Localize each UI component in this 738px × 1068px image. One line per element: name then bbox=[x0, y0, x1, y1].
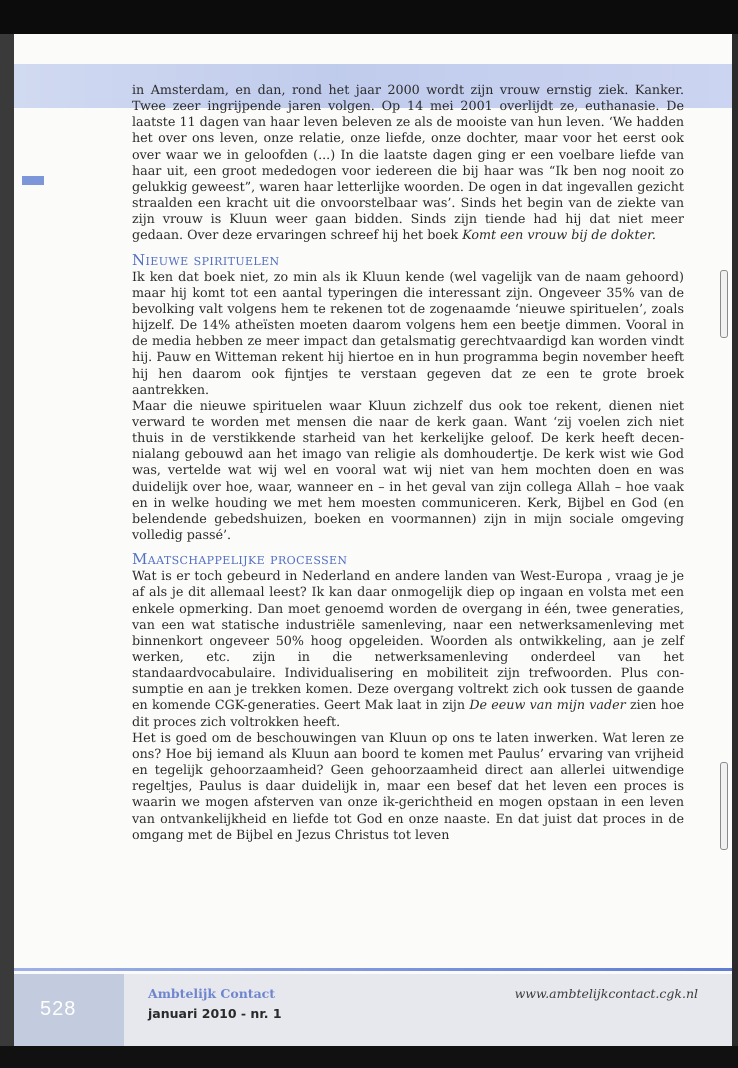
paragraph-text: in Amsterdam, en dan, rond het jaar 2000 wordt zijn vrouw ernstig ziek. Kanker. Twee zeer ingrijpende jaren volgen. Op 14 mei 2001 overlijdt ze, euthanasie. De laatste 11 dagen van haar leven beleven ze als de mooiste van hun leven. ‘We hadden het over ons leven, onze relatie, onze liefde, onze dochter, maar voor het eerst ook over waar we in geloofden (...) In die laatste dagen ging er een voelbare liefde van haar uit, een groot mededogen voor iedereen die bij haar was “Ik ben nog nooit zo gelukkig geweest”, waren haar letterlijke woorden. De ogen in dat ingevallen gezicht straalden een kracht uit die onvoorstelbaar was’. Sinds het begin van de ziekte van zijn vrouw is Kluun weer gaan bidden. Sinds zijn tiende had hij dat niet meer gedaan. Over deze ervaringen schreef hij het boek bbox=[132, 82, 684, 243]
paragraph bbox=[132, 82, 684, 244]
paragraph: Het is goed om de beschouwingen van Kluun op ons te laten inwerken. Wat leren ze ons? Hoe bij iemand als Kluun aan boord te komen met Paulus’ ervaring van vrijheid en tegelijk gehoorzaamheid? Geen gehoorzaamheid direct aan allerlei uitwendige regeltjes, Paulus is daar duidelijk in, maar een besef dat het leven een proces is waarin we mogen afsterven van onze ik-gerichtheid en mogen opstaan in een leven van ontvankelijkheid en liefde tot God en onze naaste. En dat juist dat proces in de omgang met de Bijbel en Jezus Christus tot leven bbox=[132, 729, 684, 842]
paragraph: Maar die nieuwe spirituelen waar Kluun zichzelf dus ook toe rekent, dienen niet verward te worden met mensen die naar de kerk gaan. Want ‘zij voelen zich niet thuis in de verstikkende starheid van het kerkelijke geloof. De kerk heeft decennialang gebouwd aan het imago van religie als domhoudertje. De kerk wist wie God was, vertelde wat wij wel en vooral wat wij niet van hem mochten doen en was duidelijk over hoe, waar, wanneer en – in het geval van zijn collega Allah – hoe vaak en in welke houding we met hem moesten communiceren. Kerk, Bijbel en God (en belendende gebedshuizen, boeken en voormannen) zijn in mijn sociale omgeving volledig passé’. bbox=[132, 397, 684, 543]
paragraph-text: Wat is er toch gebeurd in Nederland en andere landen van West-Europa , vraag je je af als je dit allemaal leest? Ik kan daar onmogelijk diep op ingaan en volsta met een enkele opmerking. Dan moet genoemd worden de overgang in één, twee generaties, van een wat statische industriële samenleving, naar een netwerksamenleving met binnenkort ongeveer 50% hoog opgeleiden. Woorden als ontwikkeling, aan je zelf werken, etc. zijn in die netwerksamenleving onderdeel van het standaardvocabulaire. Individualisering en mobiliteit zijn trefwoorden. Plus consumptie en aan je trekken komen. Deze overgang voltrekt zich ook tussen de gaande en komende CGK-generaties. Geert Mak laat in zijn bbox=[132, 568, 684, 713]
paragraph bbox=[132, 568, 684, 730]
paragraph-text: zien hoe dit proces zich voltrokken heeft. bbox=[132, 697, 684, 729]
binder-clip-icon bbox=[720, 270, 728, 338]
section-heading-nieuwe-spirituelen: Nieuwe spirituelen bbox=[132, 250, 280, 269]
scan-bottom-edge bbox=[0, 1046, 738, 1068]
page-number-block bbox=[14, 974, 124, 1046]
magazine-title: Ambtelijk Contact bbox=[148, 986, 276, 1001]
scan-left-edge bbox=[0, 34, 14, 1046]
book-title: De eeuw van mijn vader bbox=[469, 697, 626, 713]
paragraph: Ik ken dat boek niet, zo min als ik Kluun kende (wel vagelijk van de naam gehoord) maar hij komt tot een aantal typeringen die interessant zijn. Ongeveer 35% van de bevolking valt volgens hem te rekenen tot de zogenaamde ‘nieuwe spirituelen’, zoals hijzelf. De 14% atheïsten moeten daarom volgens hem een beetje dimmen. Vooral in de media hebben ze meer impact dan getalsmatig gerechtvaardigd kan worden vindt hij. Pauw en Witteman rekent hij hiertoe en in hun programma begin november heeft hij hen daarom ook fijntjes te verstaan gegeven dat ze een te grote broek aantrekken. bbox=[132, 268, 684, 397]
scan-right-edge bbox=[732, 34, 738, 1046]
article-body bbox=[132, 82, 684, 843]
issue-label: januari 2010 - nr. 1 bbox=[148, 1006, 282, 1021]
website-url: www.ambtelijkcontact.cgk.nl bbox=[514, 986, 698, 1001]
footer-rule bbox=[14, 968, 732, 971]
book-title: Komt een vrouw bij de dokter. bbox=[462, 227, 656, 243]
scan-top-edge bbox=[0, 0, 738, 34]
section-heading-maatschappelijke-processen: Maatschappelijke processen bbox=[132, 550, 348, 569]
margin-marker bbox=[22, 176, 44, 185]
page-number: 528 bbox=[40, 998, 77, 1020]
binder-clip-icon bbox=[720, 762, 728, 850]
